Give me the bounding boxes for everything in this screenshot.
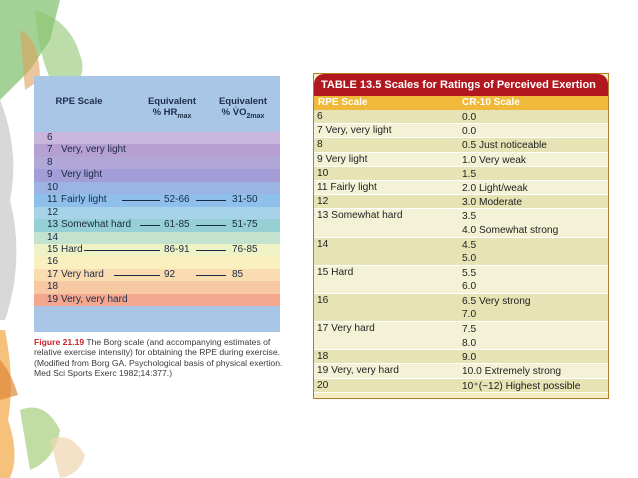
cr10-value: 6.0: [462, 281, 477, 293]
cr10-value: 4.5: [462, 239, 477, 251]
rpe-cell: 6: [317, 111, 323, 122]
cr10-cell: [462, 323, 476, 350]
cr10-value: 0.0: [462, 126, 477, 138]
figure-row: [34, 132, 280, 144]
cr10-cell: [462, 182, 528, 196]
rpe-number: 11: [47, 194, 58, 206]
vo2-value: 51-75: [232, 219, 258, 231]
figure-row: [34, 256, 280, 268]
rpe-table: [313, 73, 609, 399]
rpe-number: 13: [47, 219, 59, 231]
table-body: [314, 110, 608, 393]
figure-row: [34, 144, 280, 156]
connector-line: [122, 200, 160, 201]
rpe-scale-header: RPE Scale: [55, 96, 103, 107]
hr-value: 92: [164, 268, 176, 280]
cr10-value: 8.0: [462, 337, 477, 349]
rpe-label: Very, very light: [61, 144, 126, 156]
cr10-value: 3.5: [462, 211, 477, 223]
table-row: [314, 195, 608, 209]
table-row: [314, 294, 608, 322]
cr10-value: 1.5: [462, 168, 477, 180]
rpe-cell: 10: [317, 167, 329, 179]
rpe-number: 12: [47, 206, 59, 218]
rpe-number: 15: [47, 243, 59, 255]
rpe-cell: 8: [317, 139, 323, 151]
rpe-number: 18: [47, 281, 59, 293]
cr10-cell: [462, 365, 561, 379]
cr10-cell: [462, 196, 522, 210]
cr10-value: 4.0 Somewhat strong: [462, 224, 559, 236]
figure-caption: [34, 337, 286, 379]
figure-row: [34, 244, 280, 256]
table-row: [314, 110, 608, 124]
table-row: [314, 266, 608, 294]
rpe-label: Fairly light: [61, 194, 107, 206]
table-title: TABLE 13.5 Scales for Ratings of Perceived Exertion: [314, 74, 608, 96]
cr10-value: 5.0: [462, 253, 477, 264]
hr-value: 52-66: [164, 194, 190, 206]
caption-label: Figure 21.19: [34, 337, 85, 347]
cr10-cell: [462, 267, 476, 294]
rpe-cell: 12: [317, 196, 329, 208]
cr10-value: 7.0: [462, 309, 477, 321]
connector-line: [196, 225, 226, 226]
table-row: [314, 167, 608, 181]
cr10-value: 0.0: [462, 112, 477, 123]
cr10-value: 9.0: [462, 352, 477, 364]
table-header: [314, 96, 608, 110]
figure-row: [34, 219, 280, 231]
rpe-number: 16: [47, 256, 59, 268]
cr10-value: 1.0 Very weak: [462, 154, 526, 166]
connector-line: [114, 275, 160, 276]
figure-rows: [34, 132, 280, 306]
rpe-cell: 14: [317, 238, 329, 250]
rpe-cell: 18: [317, 351, 329, 363]
cr10-cell: [462, 295, 531, 322]
table-row: [314, 379, 608, 393]
connector-line: [196, 200, 226, 201]
hr-value: 61-85: [164, 219, 190, 231]
table-row: [314, 350, 608, 364]
rpe-cell: 17 Very hard: [317, 323, 375, 335]
rpe-cell: 20: [317, 379, 329, 391]
table-row: [314, 181, 608, 195]
rpe-number: 17: [47, 268, 59, 280]
col-rpe-header: RPE Scale: [318, 97, 368, 108]
connector-line: [140, 225, 160, 226]
cr10-value: 0.5 Just noticeable: [462, 140, 547, 152]
cr10-value: 7.5: [462, 324, 477, 336]
vo2-header: Equivalent % $V̇O_{2max}$: [218, 96, 268, 120]
figure-row: [34, 269, 280, 281]
rpe-label: Very, very hard: [61, 293, 128, 305]
rpe-cell: 9 Very light: [317, 153, 368, 165]
table-row: [314, 322, 608, 350]
hr-value: 86-91: [164, 243, 190, 255]
cr10-value: 3.0 Moderate: [462, 197, 523, 209]
figure-header: [34, 76, 280, 130]
rpe-cell: 19 Very, very hard: [317, 365, 399, 377]
figure-row: [34, 169, 280, 181]
connector-line: [196, 275, 226, 276]
vo2-value: 31-50: [232, 194, 258, 206]
cr10-value: 5.5: [462, 267, 477, 279]
cr10-value: 6.5 Very strong: [462, 295, 531, 307]
rpe-cell: 11 Fairly light: [317, 181, 377, 193]
figure-row: [34, 182, 280, 194]
rpe-cell: 13 Somewhat hard: [317, 210, 403, 222]
figure-row: [34, 232, 280, 244]
rpe-number: 8: [47, 156, 53, 168]
vo2-value: 76-85: [232, 243, 258, 255]
table-row: [314, 209, 608, 237]
cr10-cell: [462, 380, 580, 394]
borg-scale-figure: [34, 76, 280, 332]
figure-row: [34, 157, 280, 169]
cr10-cell: [462, 154, 526, 168]
rpe-number: 7: [47, 144, 53, 156]
cr10-cell: [462, 139, 547, 153]
rpe-cell: 7 Very, very light: [317, 125, 392, 137]
rpe-label: Very hard: [61, 268, 104, 280]
table-row: [314, 153, 608, 167]
figure-row: [34, 207, 280, 219]
cr10-cell: [462, 125, 476, 139]
rpe-number: 9: [47, 169, 53, 181]
table-row: [314, 124, 608, 138]
rpe-number: 19: [47, 293, 59, 305]
cr10-value: 2.0 Light/weak: [462, 182, 528, 194]
table-row: [314, 364, 608, 378]
col-cr10-header: CR-10 Scale: [462, 97, 520, 108]
caption-text: The Borg scale (and accompanying estimates of relative exercise intensity) for obtaining the RPE during exercise. (Modified from Borg GA. Psychological basis of physical exertion. Med Sci Sports Exerc 1982;14:377.): [34, 337, 283, 379]
figure-row: [34, 194, 280, 206]
rpe-number: 6: [47, 132, 53, 143]
rpe-number: 14: [47, 231, 59, 243]
connector-line: [196, 250, 226, 251]
table-row: [314, 238, 608, 266]
figure-row: [34, 294, 280, 306]
hr-header: Equivalent % $HR_{max}$: [147, 96, 197, 120]
vo2-value: 85: [232, 268, 244, 280]
rpe-label: Somewhat hard: [61, 219, 132, 231]
cr10-value: 10⁺(~12) Highest possible: [462, 380, 581, 392]
cr10-cell: [462, 239, 476, 266]
rpe-number: 10: [47, 181, 59, 193]
cr10-cell: [462, 111, 476, 125]
cr10-cell: [462, 168, 476, 182]
cr10-cell: [462, 351, 476, 365]
rpe-label: Hard: [61, 243, 83, 255]
cr10-value: 10.0 Extremely strong: [462, 366, 562, 378]
rpe-cell: 16: [317, 294, 329, 306]
rpe-label: Very light: [61, 169, 103, 181]
table-row: [314, 138, 608, 152]
cr10-cell: [462, 210, 558, 237]
connector-line: [84, 250, 160, 251]
rpe-cell: 15 Hard: [317, 266, 354, 278]
figure-row: [34, 281, 280, 293]
